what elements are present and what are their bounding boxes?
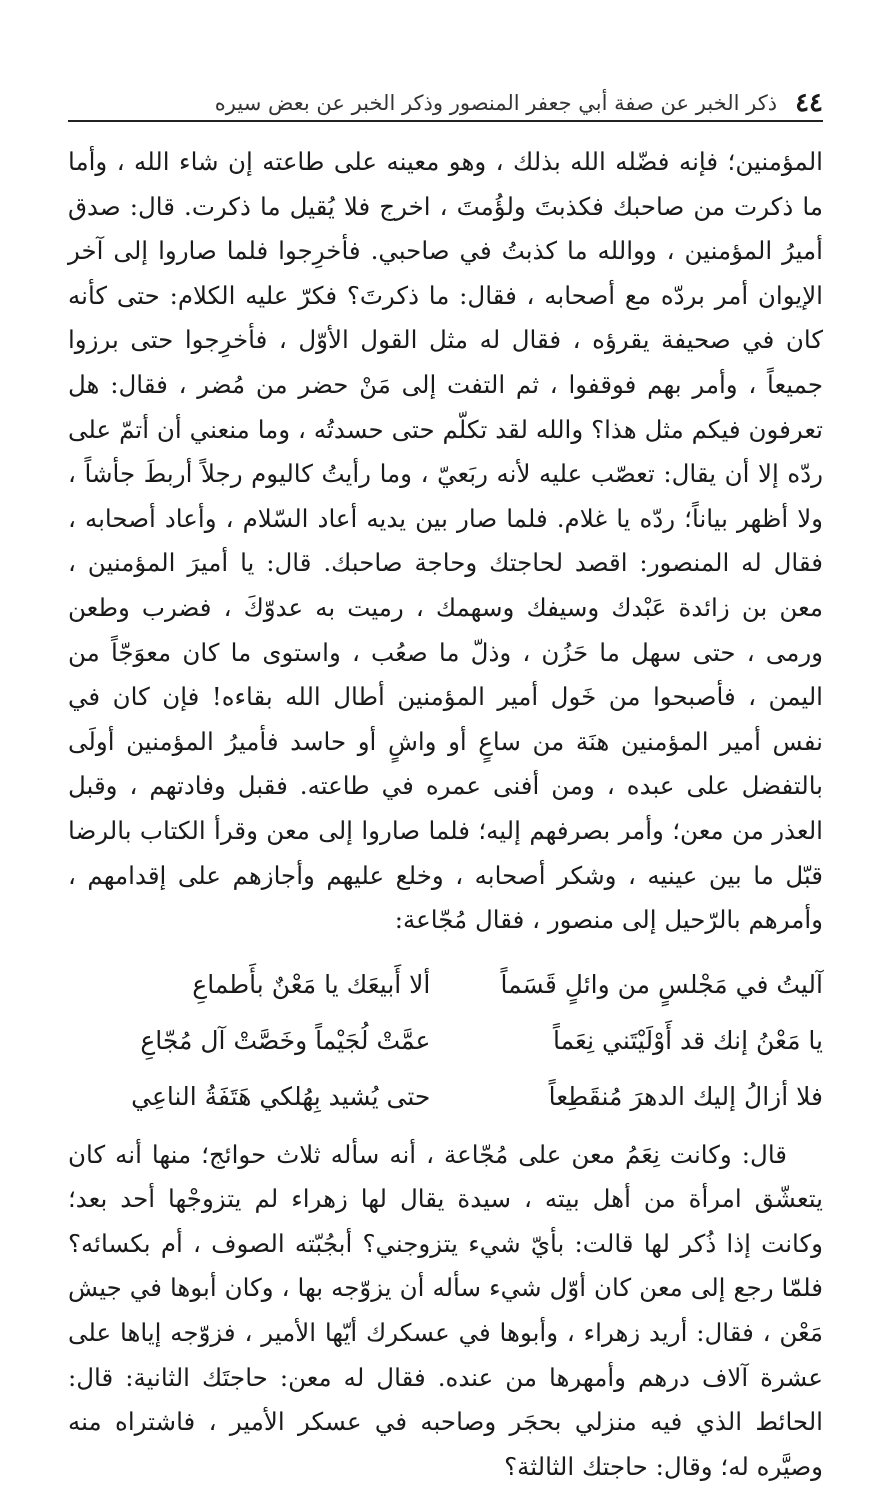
page-header bbox=[68, 78, 823, 122]
verse-first-hemistich: آليتُ في مَجْلسٍ من وائلٍ قَسَماً bbox=[500, 969, 823, 999]
page-body bbox=[68, 140, 823, 1489]
body-paragraph-1: المؤمنين؛ فإنه فضّله الله بذلك ، وهو معينه على طاعته إن شاء الله ، وأما ما ذكرت من صاحبك فكذبتَ ولؤُمتَ ، اخرج فلا يُقيل ما ذكرت. قال: صدق أميرُ المؤمنين ، ووالله ما كذبتُ في صاحبي. فأخرِجوا فلما صاروا إلى آخر الإيوان أمر بردّه مع أصحابه ، فقال: ما ذكرتَ؟ فكرّ عليه الكلام: حتى كأنه كان في صحيفة يقرؤه ، فقال له مثل القول الأوّل ، فأخرِجوا حتى برزوا جميعاً ، وأمر بهم فوقفوا ، ثم التفت إلى مَنْ حضر من مُضر ، فقال: هل تعرفون فيكم مثل هذا؟ والله لقد تكلّم حتى حسدتُه ، وما منعني أن أتمّ على ردّه إلا أن يقال: تعصّب عليه لأنه ربَعيّ ، وما رأيتُ كاليوم رجلاً أربطَ جأشاً ، ولا أظهر بياناً؛ ردّه يا غلام. فلما صار بين يديه أعاد السّلام ، وأعاد أصحابه ، فقال له المنصور: اقصد لحاجتك وحاجة صاحبك. قال: يا أميرَ المؤمنين ، معن بن زائدة عَبْدك وسيفك وسهمك ، رميت به عدوّكَ ، فضرب وطعن ورمى ، حتى سهل ما حَزُن ، وذلّ ما صعُب ، واستوى ما كان معوَجّاً من اليمن ، فأصبحوا من خَول أمير المؤمنين أطال الله بقاءه! فإن كان في نفس أمير المؤمنين هنَة من ساعٍ أو واشٍ أو حاسد فأميرُ المؤمنين أولَى بالتفضل على عبده ، ومن أفنى عمره في طاعته. فقبل وفادتهم ، وقبل العذر من معن؛ وأمر بصرفهم إليه؛ فلما صاروا إلى معن وقرأ الكتاب بالرضا قبّل ما بين عينيه ، وشكر أصحابه ، وخلع عليهم وأجازهم على إقدامهم ، وأمرهم بالرّحيل إلى منصور ، فقال مُجّاعة: bbox=[68, 147, 823, 935]
verse-second-hemistich: حتى يُشيد بِهُلكي هَتَفَةُ الناعِي bbox=[131, 1081, 431, 1111]
poem bbox=[68, 957, 823, 1125]
body-paragraph-2: قال: وكانت نِعَمُ معن على مُجّاعة ، أنه سأله ثلاث حوائج؛ منها أنه كان يتعشّق امرأة من أهل بيته ، سيدة يقال لها زهراء لم يتزوجْها أحد بعد؛ وكانت إذا ذُكر لها قالت: بأيّ شيء يتزوجني؟ أبجُبّته الصوف ، أم بكسائه؟ فلمّا رجع إلى معن كان أوّل شيء سأله أن يزوّجه بها ، وكان أبوها في جيش مَعْن ، فقال: أريد زهراء ، وأبوها في عسكرك أيّها الأمير ، فزوّجه إياها على عشرة آلاف درهم وأمهرها من عنده. فقال له معن: حاجتَك الثانية: قال: الحائط الذي فيه منزلي بحجَر وصاحبه في عسكر الأمير ، فاشتراه منه وصيَّره له؛ وقال: حاجتك الثالثة؟ bbox=[68, 1139, 823, 1481]
verse-first-hemistich: فلا أزالُ إليك الدهرَ مُنقَطِعاً bbox=[548, 1081, 823, 1111]
verse-second-hemistich: عمَّتْ لُجَيْماً وخَصَّتْ آل مُجّاعِ bbox=[140, 1025, 431, 1055]
page-number: ٤٤ bbox=[795, 88, 823, 118]
poem-verse bbox=[68, 1013, 823, 1069]
verse-first-hemistich: يا مَعْنُ إنك قد أَوْلَيْتَني نِعَماً bbox=[552, 1025, 823, 1055]
running-title: ذكر الخبر عن صفة أبي جعفر المنصور وذكر الخبر عن بعض سيره bbox=[214, 91, 778, 115]
poem-verse bbox=[68, 1069, 823, 1125]
poem-verse bbox=[68, 957, 823, 1013]
verse-second-hemistich: ألا أَبيعَك يا مَعْنٌ بأَطماعِ bbox=[192, 969, 431, 999]
